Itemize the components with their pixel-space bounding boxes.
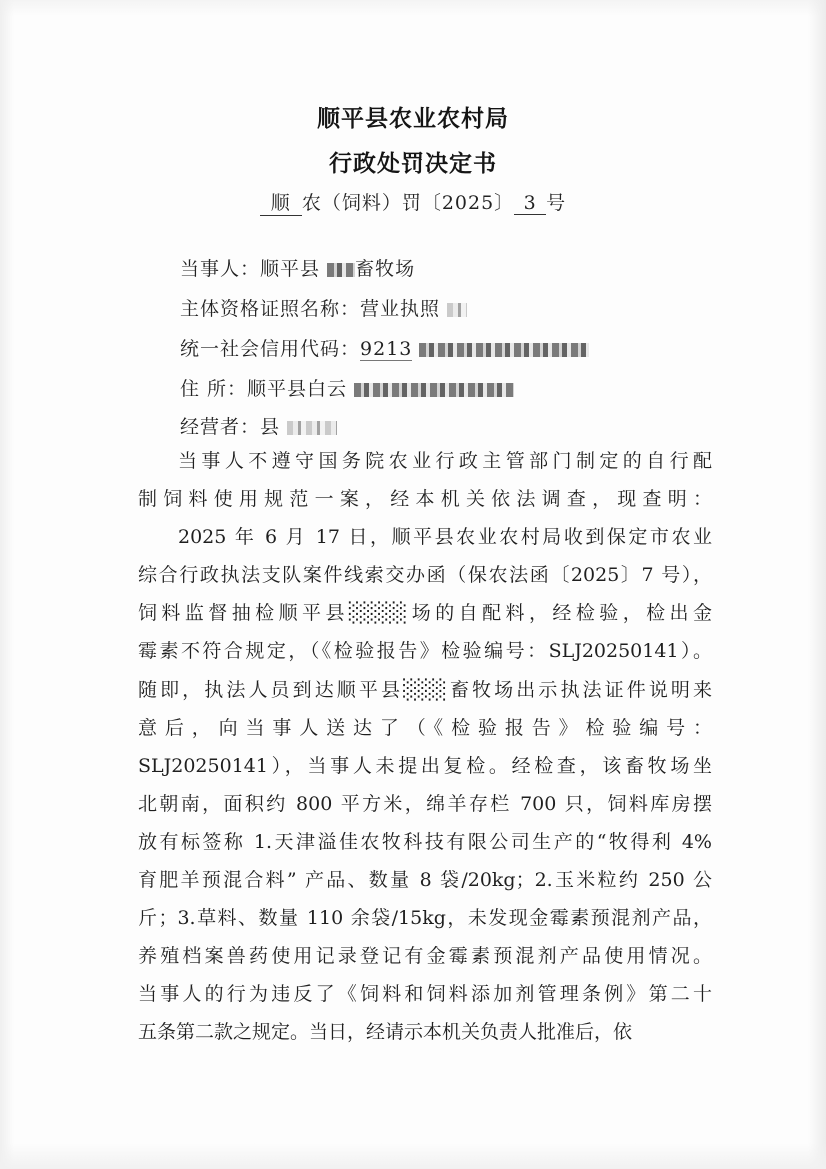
body-text xyxy=(138,442,712,1052)
address-label: 住 所： xyxy=(180,378,248,400)
body-line: 2025 年 6 月 17 日，顺平县农业农村局收到保定市农业 xyxy=(178,526,712,549)
party-value: 顺平县 xyxy=(260,258,321,280)
party-field xyxy=(180,254,415,281)
body-line: 放有标签称 1.天津溢佳农牧科技有限公司生产的“牧得利 4% xyxy=(138,830,712,853)
scan-shadow-bottom xyxy=(0,1143,826,1169)
redaction-mark xyxy=(287,421,337,435)
body-line: 养殖档案兽药使用记录登记有金霉素预混剂产品使用情况。 xyxy=(138,945,712,968)
address-field xyxy=(180,374,514,401)
body-line: 霉素不符合规定，（《检验报告》检验编号：SLJ20250141）。 xyxy=(138,640,712,663)
doc-number-suffix: 号 xyxy=(546,192,567,214)
doc-number-middle: 农（饲料）罚〔2025〕 xyxy=(301,192,515,214)
redaction-mark xyxy=(447,303,467,317)
scan-shadow-top xyxy=(0,0,826,16)
document-type-title: 行政处罚决定书 xyxy=(329,150,497,177)
credit-value: 9213 xyxy=(360,338,413,360)
party-label: 当事人： xyxy=(180,258,261,280)
body-line: 北朝南，面积约 800 平方米，绵羊存栏 700 只，饲料库房摆 xyxy=(138,792,712,815)
party-tail: 畜牧场 xyxy=(355,258,416,280)
body-line: 斤；3.草料、数量 110 余袋/15kg，未发现金霉素预混剂产品， xyxy=(138,907,712,930)
redaction-mark xyxy=(419,343,589,357)
address-value: 顺平县白云 xyxy=(247,378,348,400)
body-line: 综合行政执法支队案件线索交办函（保农法函〔2025〕7 号）， xyxy=(138,564,712,587)
doc-number-value: 3 xyxy=(514,192,546,215)
credit-label: 统一社会信用代码： xyxy=(180,338,361,360)
cert-label: 主体资格证照名称： xyxy=(180,298,361,320)
operator-field xyxy=(180,412,337,439)
body-line: 制饲料使用规范一案，经本机关依法调查，现查明： xyxy=(138,488,712,511)
redaction-mark xyxy=(354,383,514,397)
document-number xyxy=(0,188,826,216)
doc-number-prefix: 顺 xyxy=(260,188,302,216)
body-line: 随即，执法人员到达顺平县░░░畜牧场出示执法证件说明来 xyxy=(138,678,712,701)
body-line: 当事人不遵守国务院农业行政主管部门制定的自行配 xyxy=(178,450,712,472)
agency-title: 顺平县农业农村局 xyxy=(317,105,509,132)
body-line: 当事人的行为违反了《饲料和饲料添加剂管理条例》第二十 xyxy=(138,983,712,1006)
credit-code-field xyxy=(180,334,589,361)
operator-label: 经营者： xyxy=(180,416,261,438)
body-line: 意后，向当事人送达了（《检验报告》检验编号： xyxy=(138,716,712,739)
certificate-field xyxy=(180,294,467,321)
body-line: 饲料监督抽检顺平县░░░░场的自配料，经检验，检出金 xyxy=(138,602,712,625)
body-line: SLJ20250141），当事人未提出复检。经检查，该畜牧场坐 xyxy=(138,754,712,777)
body-line: 五条第二款之规定。当日，经请示本机关负责人批准后，依 xyxy=(138,1021,633,1044)
body-line: 育肥羊预混合料” 产品、数量 8 袋/20kg；2.玉米粒约 250 公 xyxy=(138,869,712,892)
redaction-mark xyxy=(327,263,355,277)
operator-value: 县 xyxy=(260,416,281,438)
cert-value: 营业执照 xyxy=(360,298,441,320)
